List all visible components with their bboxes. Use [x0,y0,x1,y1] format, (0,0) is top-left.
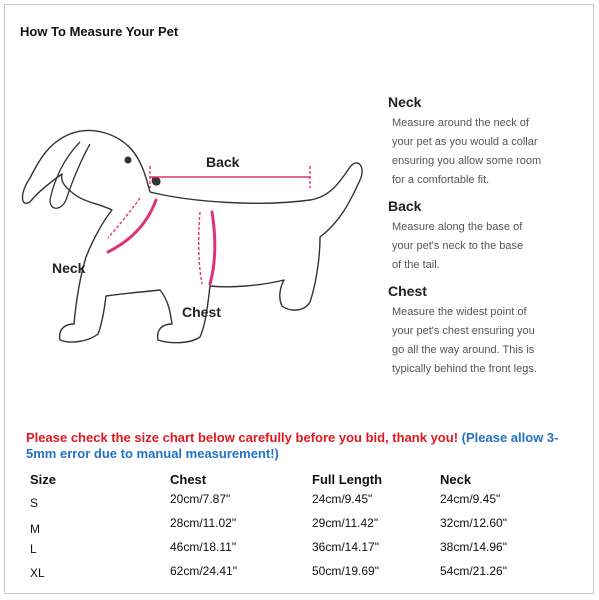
guide-line: of the tail. [392,259,440,271]
cell-size: L [30,542,37,556]
chest-label: Chest [182,304,221,320]
notice-error-allowance-text: (Please allow 3-5mm error due to manual measurement!) [26,430,559,461]
cell-chest: 28cm/11.02" [170,516,237,530]
guide-text [388,218,578,275]
guide-line: Measure along the base of [392,221,523,233]
dog-eye [125,157,132,164]
guide-line: Measure the widest point of [392,306,527,318]
guide-neck [388,94,578,190]
page-title: How To Measure Your Pet [20,24,179,39]
cell-full-length: 50cm/19.69" [312,564,379,578]
dog-nose [152,177,161,186]
guide-line: your pet as you would a collar [392,136,538,148]
guide-heading: Neck [388,94,422,110]
guide-line: your pet's neck to the base [392,240,524,252]
guide-line: Measure around the neck of [392,117,529,129]
chest-measure-line [210,212,215,284]
header-chest: Chest [170,472,207,487]
dog-ear [50,142,90,208]
dog-outline-svg [20,62,380,392]
guide-line: ensuring you allow some room [392,155,542,167]
guide-text [388,114,578,190]
cell-chest: 20cm/7.87" [170,492,231,506]
guide-text [388,303,578,379]
cell-neck: 24cm/9.45" [440,492,501,506]
guide-line: go all the way around. This is [392,344,535,356]
guide-heading: Back [388,198,422,214]
header-size: Size [30,472,57,487]
neck-label: Neck [52,260,86,276]
notice-warning-text: Please check the size chart below carefully before you bid, thank you! [26,430,459,445]
cell-neck: 38cm/14.96" [440,540,507,554]
cell-full-length: 29cm/11.42" [312,516,379,530]
back-label: Back [206,154,240,170]
guide-back [388,198,578,275]
header-neck: Neck [440,472,472,487]
guide-line: for a comfortable fit. [392,174,490,186]
chest-measure-dashed [199,212,202,284]
guide-heading: Chest [388,283,427,299]
cell-full-length: 24cm/9.45" [312,492,373,506]
cell-chest: 62cm/24.41" [170,564,237,578]
cell-size: XL [30,566,45,580]
guide-line: typically behind the front legs. [392,363,537,375]
cell-full-length: 36cm/14.17" [312,540,379,554]
cell-neck: 54cm/21.26" [440,564,507,578]
dog-measurement-diagram [20,62,380,392]
size-chart-notice [26,430,574,462]
cell-chest: 46cm/18.11" [170,540,237,554]
guide-chest [388,283,578,379]
header-full-length: Full Length [312,472,383,487]
guide-line: your pet's chest ensuring you [392,325,535,337]
cell-neck: 32cm/12.60" [440,516,507,530]
measurement-guide [388,94,578,387]
cell-size: S [30,496,39,510]
cell-size: M [30,522,40,536]
